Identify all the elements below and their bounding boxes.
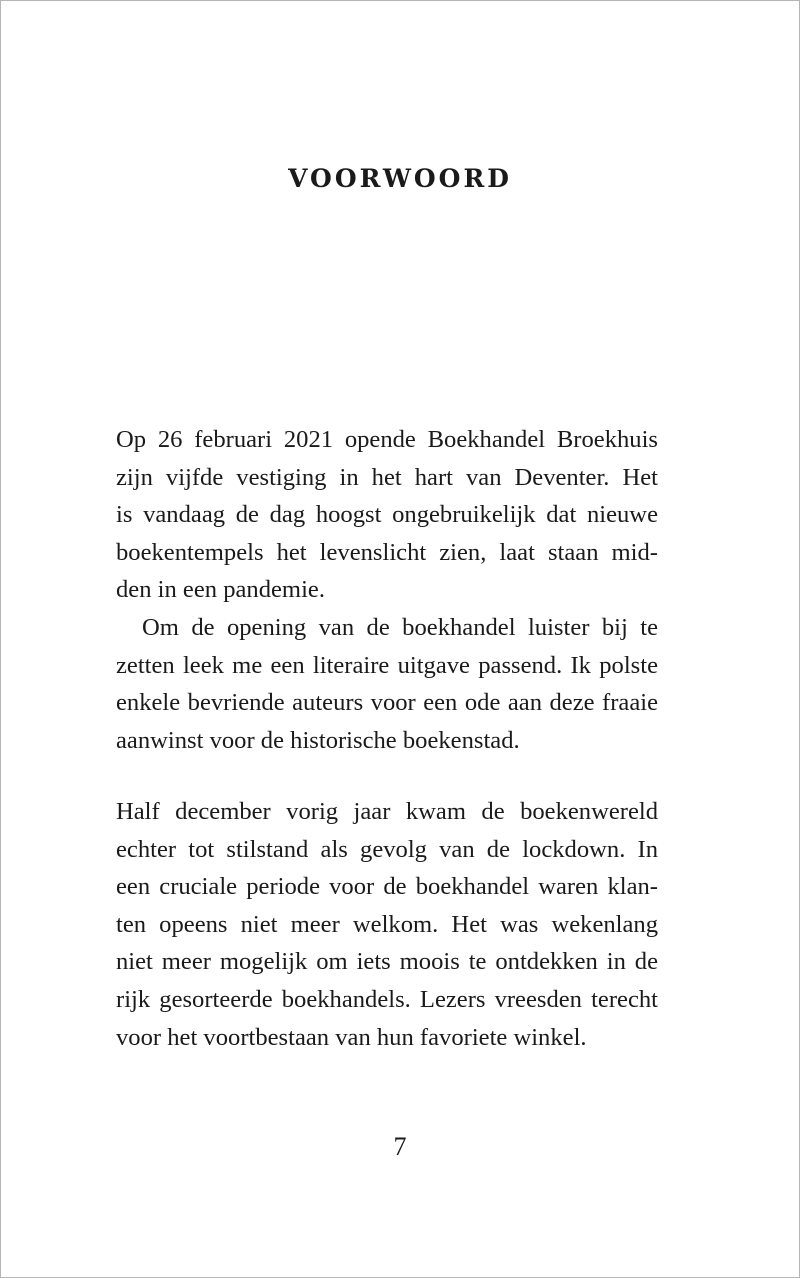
text-line: Half december vorig jaar kwam de boekenwereld <box>116 798 658 825</box>
page-number: 7 <box>393 1132 407 1161</box>
text-line: boekentempels het levenslicht zien, laat staan mid- <box>116 538 658 566</box>
paragraph-1 <box>116 421 658 609</box>
text-line: ten opeens niet meer welkom. Het was wekenlang <box>116 910 658 938</box>
chapter-title: VOORWOORD <box>288 164 512 193</box>
text-line: een cruciale periode voor de boekhandel waren klan- <box>116 873 658 901</box>
text-line: Om de opening van de boekhandel luister bij te <box>142 613 658 641</box>
text-line: den in een pandemie. <box>116 576 325 604</box>
text-line: voor het voortbestaan van hun favoriete winkel. <box>116 1023 587 1051</box>
text-line: niet meer mogelijk om iets moois te ontdekken in de <box>116 948 658 976</box>
paragraph-2 <box>116 609 658 759</box>
text-block-opening <box>116 421 658 759</box>
text-line: zetten leek me een literaire uitgave passend. Ik polste <box>116 651 658 679</box>
text-line: aanwinst voor de historische boekenstad. <box>116 726 520 754</box>
text-line: enkele bevriende auteurs voor een ode aan deze fraaie <box>116 689 658 717</box>
text-line: rijk gesorteerde boekhandels. Lezers vreesden terecht <box>116 985 658 1013</box>
text-block-lockdown <box>116 793 658 1056</box>
text-line: echter tot stilstand als gevolg van de lockdown. In <box>116 835 658 863</box>
text-line: is vandaag de dag hoogst ongebruikelijk dat nieuwe <box>116 501 658 529</box>
text-line: zijn vijfde vestiging in het hart van Deventer. Het <box>116 463 658 491</box>
text-line: Op 26 februari 2021 opende Boekhandel Broekhuis <box>116 426 658 453</box>
paragraph-3 <box>116 793 658 1056</box>
